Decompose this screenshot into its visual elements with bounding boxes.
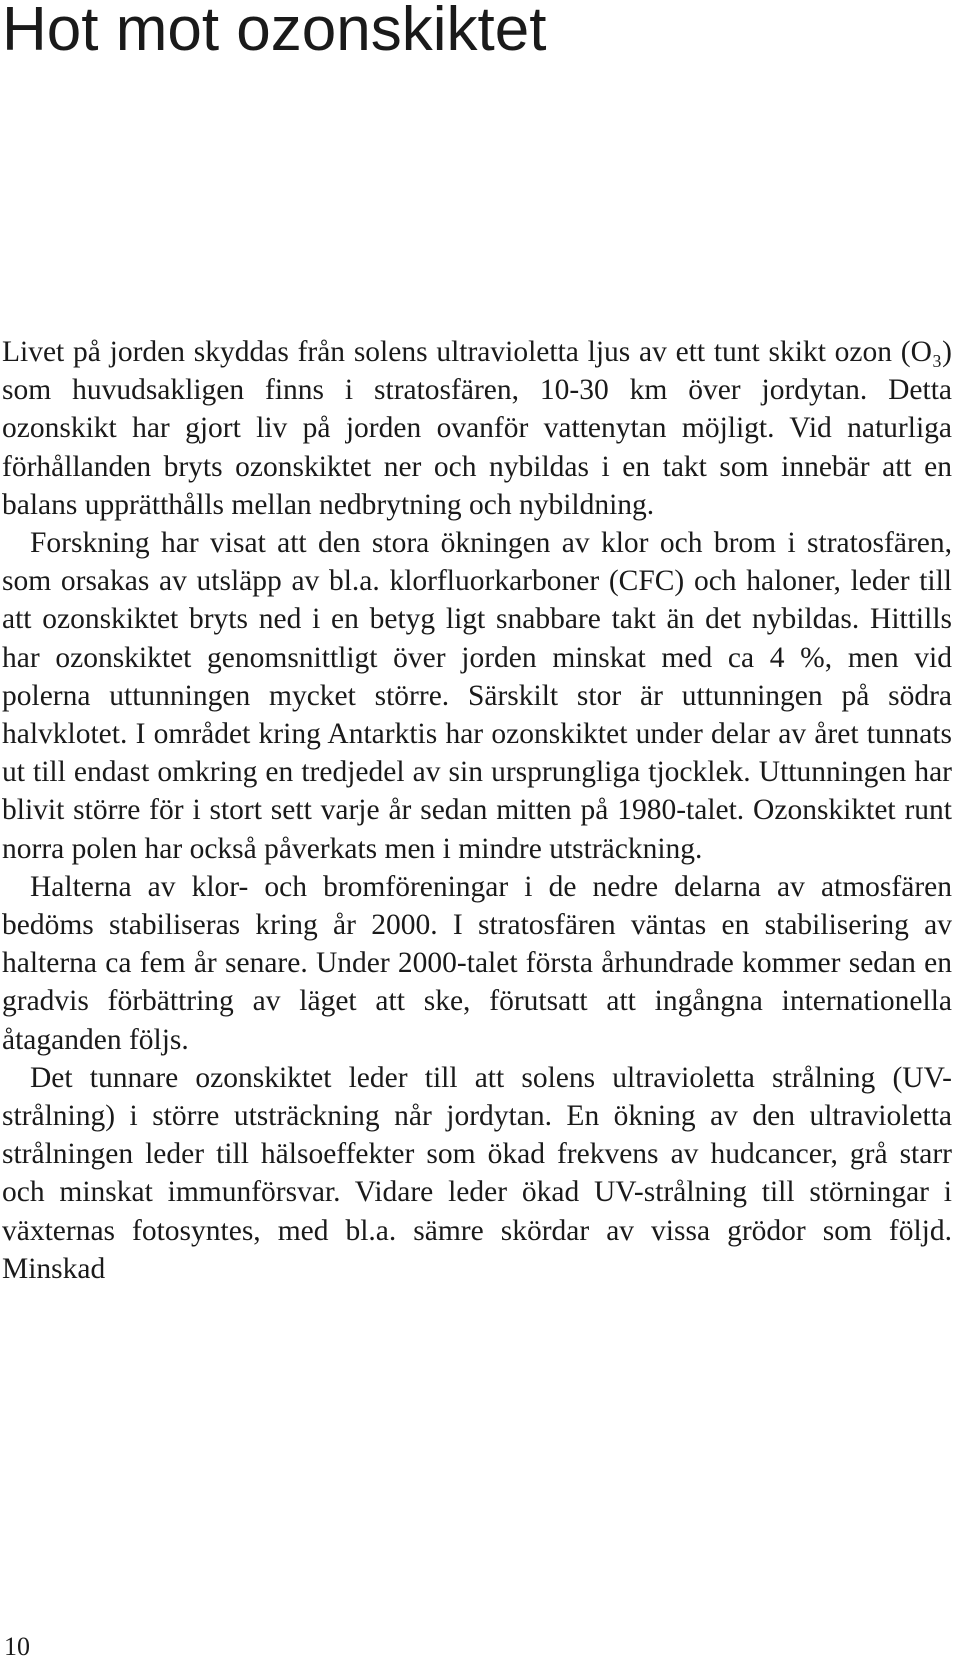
paragraph-4: Det tunnare ozonskiktet leder till att solens ultravioletta strålning (UV-strålning) i större utsträckning når jordytan. En ökning av den ultravioletta strålningen leder till hälsoeffekter som ökad frekvens av hudcancer, grå starr och minskat immunförsvar. Vidare leder ökad UV-strålning till störningar i växternas fotosyntes, med bl.a. sämre skördar av vissa grödor som följd. Minskad — [2, 1061, 952, 1285]
paragraph-3: Halterna av klor- och bromföreningar i de nedre delarna av atmosfären bedöms stabiliseras kring år 2000. I stratosfären väntas en stabilisering av halterna ca fem år senare. Under 2000-talet första århundrade kommer sedan en gradvis förbättring av läget att ske, förutsatt att ingångna internationella åtaganden följs. — [2, 870, 952, 1056]
body-text — [2, 333, 952, 1288]
page-number: 10 — [4, 1632, 30, 1661]
paragraph-2: Forskning har visat att den stora ökningen av klor och brom i stratosfären, som orsakas av utsläpp av bl.a. klorfluorkarboner (CFC) och haloner, leder till att ozonskiktet bryts ned i en betyg ligt snabbare takt än det nybildas. Hittills har ozonskiktet genomsnittligt över jorden minskat med ca 4 %, men vid polerna uttunningen mycket större. Särskilt stor är uttunningen på södra halvklotet. I området kring Antarktis har ozonskiktet under delar av året tunnats ut till endast omkring en tredjedel av sin ursprungliga tjocklek. Uttunningen har blivit större för i stort sett varje år sedan mitten på 1980-talet. Ozonskiktet runt norra polen har också påverkats men i mindre utsträckning. — [2, 527, 952, 865]
page-title: Hot mot ozonskiktet — [2, 0, 547, 64]
paragraph-1: Livet på jorden skyddas från solens ultravioletta ljus av ett tunt skikt ozon (O₃) som huvudsakligen finns i stratosfären, 10-30 km över jordytan. Detta ozonskikt har gjort liv på jorden ovanför vattenytan möjligt. Vid naturliga förhållanden bryts ozonskiktet ner och nybildas i en takt som innebär att en balans upprätthålls mellan nedbrytning och nybildning. — [2, 336, 952, 521]
